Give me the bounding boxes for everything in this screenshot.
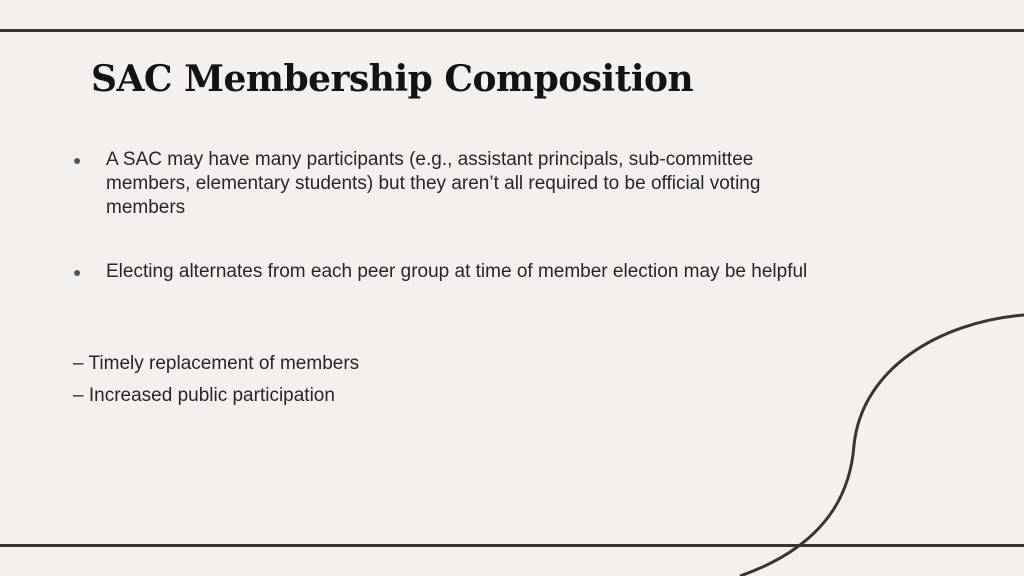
bullet-item <box>73 148 833 220</box>
bullet-text: A SAC may have many participants (e.g., assistant principals, sub-committee members, elementary students) but they aren’t all required to be official voting members <box>106 149 761 218</box>
sub-item-list <box>73 348 359 412</box>
bullet-item <box>73 260 833 284</box>
sub-item: – Increased public participation <box>73 385 335 406</box>
sub-item: – Timely replacement of members <box>73 353 360 374</box>
bullet-marker-icon: ● <box>73 264 82 280</box>
bullet-marker-icon: ● <box>73 152 82 168</box>
slide-title: SAC Membership Composition <box>91 58 694 100</box>
bullet-text: Electing alternates from each peer group at time of member election may be helpful <box>106 261 808 282</box>
bullet-list <box>73 148 833 284</box>
